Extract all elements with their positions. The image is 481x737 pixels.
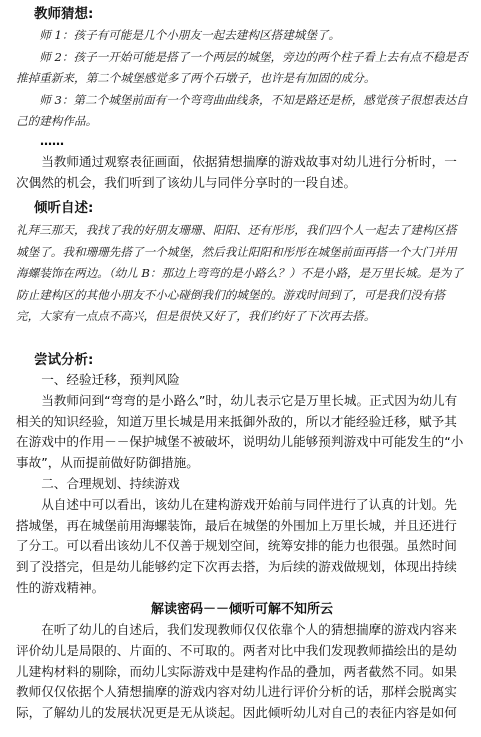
decode-text: 在听了幼儿的自述后，我们发现教师仅仅依靠个人的猜想揣摩的游戏内容来评价幼儿是局限的、片面的、不可取的。两者对比中我们发现教师描绘出的是幼儿建构材料的剔除，而幼儿实际游戏中是建构作品的叠加，两者截然不同。如果教师仅仅依据个人猜想揣摩的游戏内容对幼儿进行评价分析的话，那样会脱离实际，了解幼儿的发展状况更是无从谈起。因此倾听幼儿对自己的表征内容是如何 (16, 622, 457, 721)
analysis-text-2: 从自述中可以看出，该幼儿在建构游戏开始前与同伴进行了认真的计划。先搭城堡，再在城堡前用海螺装饰，最后在城堡的外围加上万里长城，并且还进行了分工。可以看出该幼儿不仅善于规划空间，统筹安排的能力也很强。虽然时间到了没搭完，但是幼儿能够约定下次再去搭，为后续的游戏做规划，体现出持续性的游戏精神。 (16, 496, 457, 595)
listen-section (16, 198, 468, 328)
ellipsis: …… (40, 133, 64, 148)
intro-paragraph (16, 152, 468, 194)
listen-text: 礼拜三那天，我找了我的好朋友珊珊、阳阳、还有彤彤，我们四个人一起去了建构区搭城堡了。我和珊珊先搭了一个城堡，然后我让阳阳和彤彤在城堡前面再搭一个大门并用海螺装饰在两边。（幼儿 B：那边上弯弯的是小路么？）不是小路，是万里长城。是为了防止建构区的其他小朋友不小心碰倒我们的城堡的。游戏时间到了，可是我们没有搭完，大家有一点点不高兴，但是很快又好了，我们约好了下次再去搭。 (16, 223, 463, 323)
intro-text: 当教师通过观察表征画面，依据猜想揣摩的游戏故事对幼儿进行分析时，一次偶然的机会，我们听到了该幼儿与同伴分享时的一段自述。 (16, 154, 457, 190)
decode-section (16, 600, 468, 724)
decode-title: 解读密码－－倾听可解不知所云 (150, 602, 333, 617)
teacher-guess-1: 师 1：孩子有可能是几个小朋友一起去建构区搭建城堡了。 (39, 28, 341, 42)
teacher-guess-3: 师 3：第二个城堡前面有一个弯弯曲曲线条，不知是路还是桥，感觉孩子很想表达自己的建构作品。 (16, 92, 468, 128)
listen-heading: 倾听自述: (34, 200, 94, 216)
analysis-section (16, 350, 468, 599)
teacher-guess-2: 师 2：孩子一开始可能是搭了一个两层的城堡，旁边的两个柱子看上去有点不稳是否推掉重新来，第二个城堡感觉多了两个石墩子，也许是有加固的成分。 (16, 49, 468, 85)
analysis-subtitle-2: 二、合理规划、持续游戏 (41, 475, 180, 491)
teacher-guess-section (16, 4, 468, 149)
teacher-guess-heading: 教师猜想: (34, 6, 94, 22)
analysis-text-1: 当教师问到“弯弯的是小路么”时，幼儿表示它是万里长城。正式因为幼儿有相关的知识经验，知道万里长城是用来抵御外敌的，所以才能经验迁移，赋予其在游戏中的作用－－保护城堡不被破坏，说明幼儿能够预判游戏中可能发生的“小事故”，从而提前做好防御措施。 (16, 392, 464, 471)
analysis-heading: 尝试分析: (34, 352, 94, 368)
analysis-subtitle-1: 一、经验迁移，预判风险 (41, 372, 180, 387)
